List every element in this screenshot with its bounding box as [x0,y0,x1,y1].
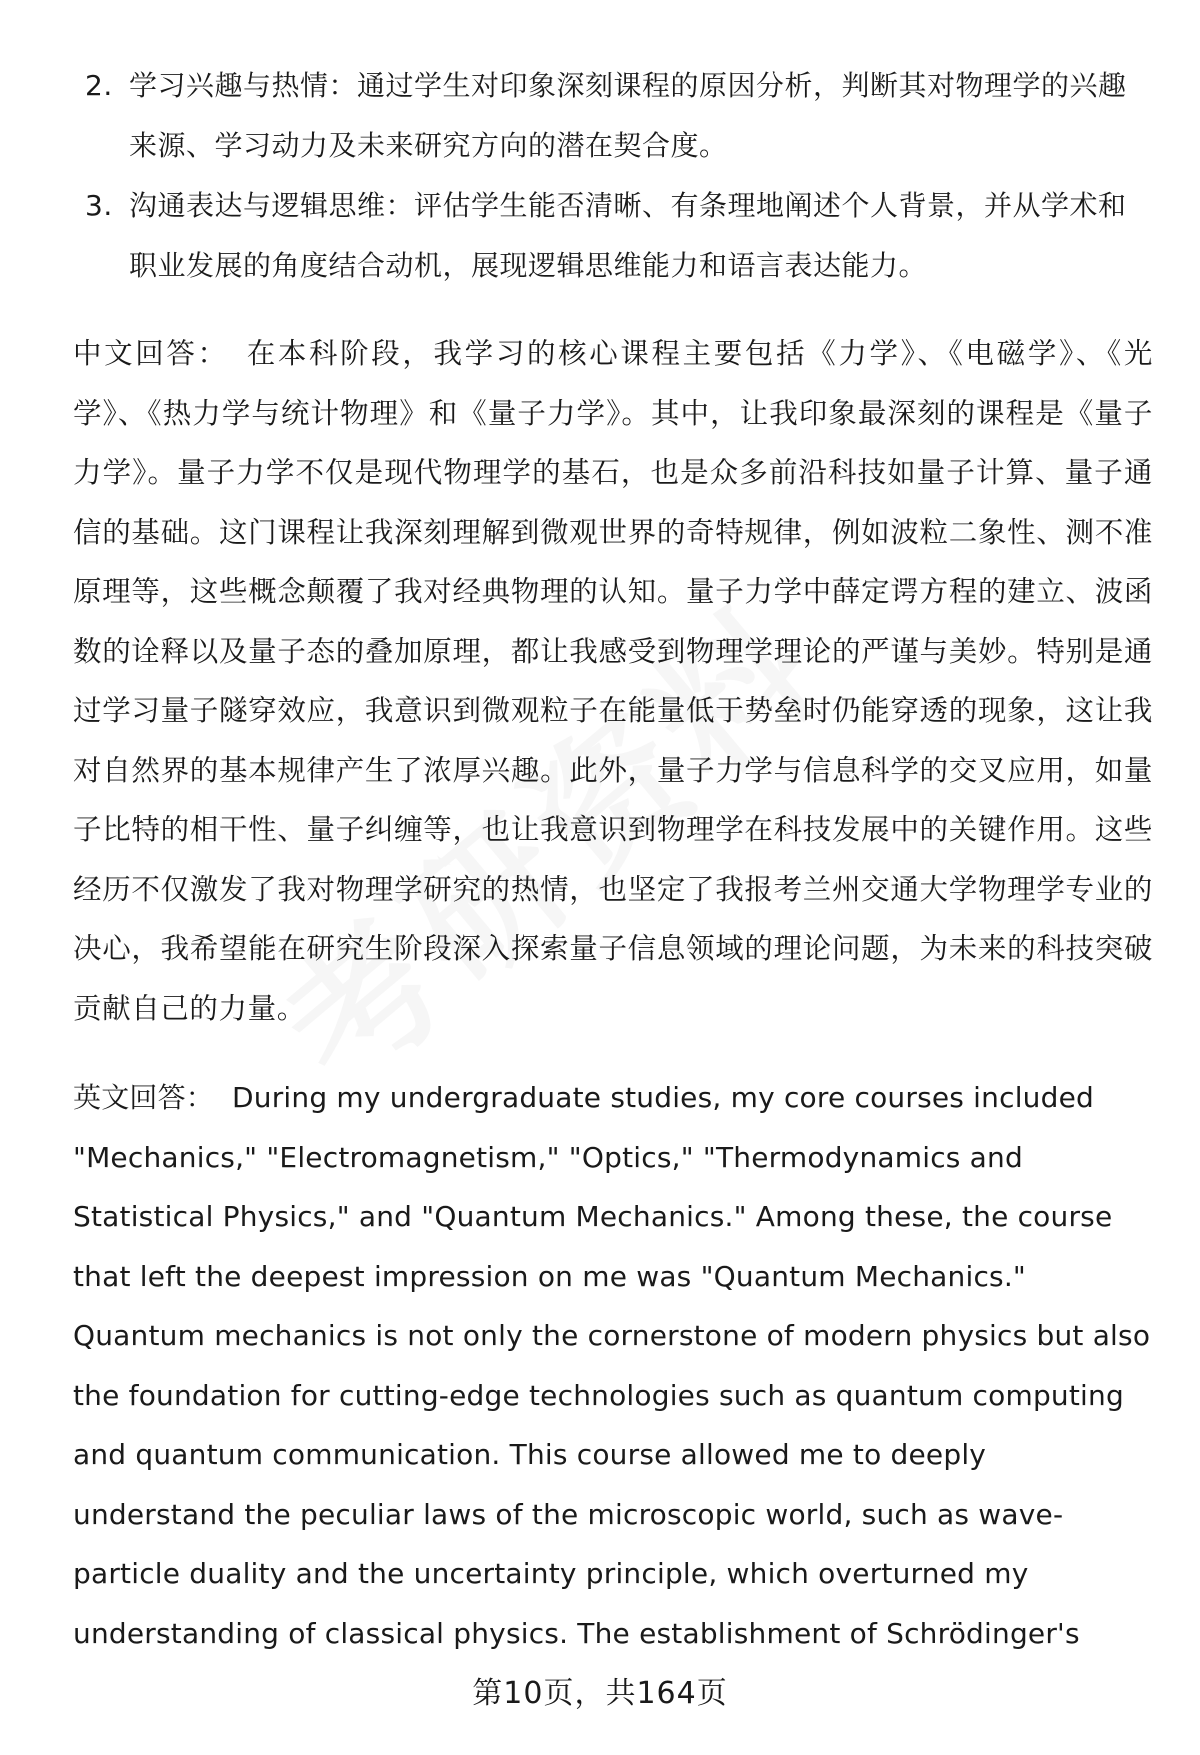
document-page [73,56,1153,1663]
list-item [73,56,1153,176]
english-answer-text: During my undergraduate studies, my core courses included "Mechanics," "Electromagnetism," "Optics," "Thermodynamics and Statistical Physics," and "Quantum Mechanics." Among these, the course that left the deepest impression on me was "Quantum Mechanics." Quantum mechanics is not only the cornerstone of modern physics but also the foundation for cutting-edge technologies such as quantum computing and quantum communication. This course allowed me to deeply understand the peculiar laws of the microscopic world, such as wave-particle duality and the uncertainty principle, which overturned my understanding of classical physics. The establishment of Schrödinger's [73,1081,1151,1650]
chinese-answer-text: 在本科阶段，我学习的核心课程主要包括《力学》、《电磁学》、《光学》、《热力学与统计物理》和《量子力学》。其中，让我印象最深刻的课程是《量子力学》。量子力学不仅是现代物理学的基石，也是众多前沿科技如量子计算、量子通信的基础。这门课程让我深刻理解到微观世界的奇特规律，例如波粒二象性、测不准原理等，这些概念颠覆了我对经典物理的认知。量子力学中薛定谔方程的建立、波函数的诠释以及量子态的叠加原理，都让我感受到物理学理论的严谨与美妙。特别是通过学习量子隧穿效应，我意识到微观粒子在能量低于势垒时仍能穿透的现象，这让我对自然界的基本规律产生了浓厚兴趣。此外，量子力学与信息科学的交叉应用，如量子比特的相干性、量子纠缠等，也让我意识到物理学在科技发展中的关键作用。这些经历不仅激发了我对物理学研究的热情，也坚定了我报考兰州交通大学物理学专业的决心，我希望能在研究生阶段深入探索量子信息领域的理论问题，为未来的科技突破贡献自己的力量。 [73,337,1153,1025]
list-item-number: 2. [85,69,113,102]
page-number: 第10页，共164页 [472,1676,728,1711]
english-answer-label: 英文回答： [73,1081,215,1114]
list-item-text: 沟通表达与逻辑思维：评估学生能否清晰、有条理地阐述个人背景，并从学术和职业发展的角度结合动机，展现逻辑思维能力和语言表达能力。 [129,189,1127,282]
list-item-number: 3. [85,189,113,222]
chinese-answer-label: 中文回答： [73,337,229,370]
list-item [73,176,1153,296]
chinese-answer-paragraph [73,324,1153,1038]
list-item-text: 学习兴趣与热情：通过学生对印象深刻课程的原因分析，判断其对物理学的兴趣来源、学习动力及未来研究方向的潜在契合度。 [129,69,1127,162]
evaluation-criteria-list [73,56,1153,296]
english-answer-paragraph [73,1068,1153,1663]
